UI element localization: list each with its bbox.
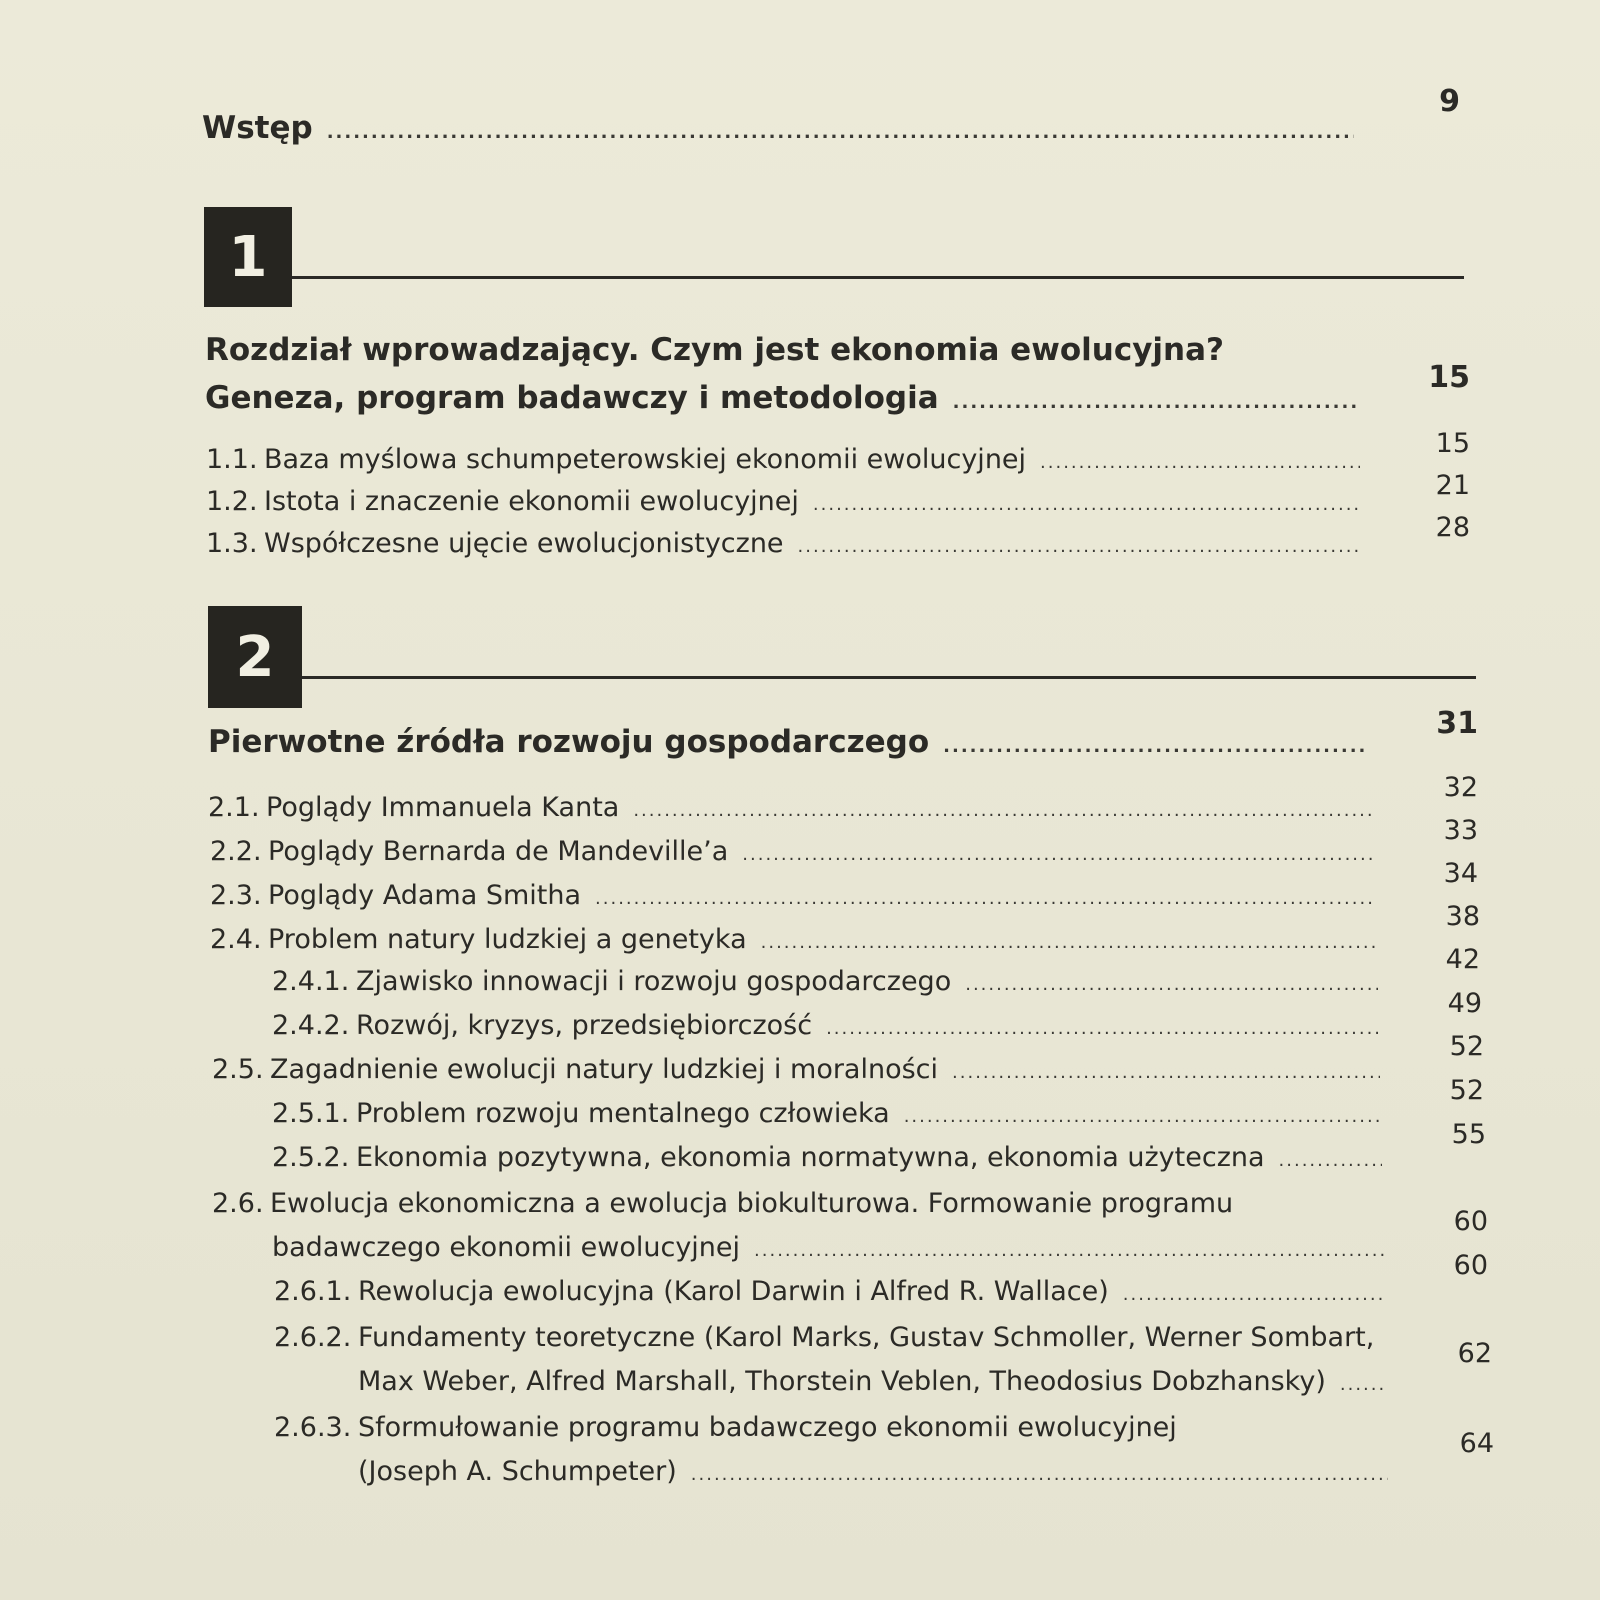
toc-row-2-3: 2.3. Poglądy Adama Smitha ..... [210, 880, 1380, 911]
toc-row-2-6-3-line1: 2.6.3. Sformułowanie programu badawczego ekonomii ewolucyjnej [274, 1412, 1177, 1443]
toc-row-2-5-2: 2.5.2. Ekonomia pozytywna, ekonomia normatywna, ekonomia użyteczna ..... [272, 1142, 1388, 1173]
intro-page: 9 [1439, 84, 1460, 119]
chapter-1-number-box: 1 [204, 207, 292, 307]
chapter-1-title-line2: Geneza, program badawczy i metodologia ..... [205, 380, 1365, 416]
toc-page-2-3: 34 [1443, 858, 1478, 889]
toc-row-2-6-line2: badawczego ekonomii ewolucyjnej ..... [272, 1232, 1390, 1263]
toc-row-2-6-1: 2.6.1. Rewolucja ewolucyjna (Karol Darwin i Alfred R. Wallace) ..... [274, 1276, 1390, 1307]
intro-title: Wstęp [202, 110, 313, 146]
toc-page-2-6-3: 64 [1459, 1428, 1494, 1459]
toc-row-2-6-2-line1: 2.6.2. Fundamenty teoretyczne (Karol Marks, Gustav Schmoller, Werner Sombart, [274, 1322, 1375, 1353]
toc-page-2-4-1: 42 [1445, 944, 1480, 975]
toc-row-1-2: 1.2. Istota i znaczenie ekonomii ewolucyjnej ..... [206, 486, 1366, 517]
toc-row-2-6-2-line2: Max Weber, Alfred Marshall, Thorstein Veblen, Theodosius Dobzhansky) ..... [358, 1366, 1392, 1397]
toc-page-1-3: 28 [1435, 512, 1470, 543]
chapter-1-title-line1: Rozdział wprowadzający. Czym jest ekonomia ewolucyjna? [205, 332, 1225, 368]
toc-page-2-6-1: 60 [1453, 1250, 1488, 1281]
chapter-1-page: 15 [1428, 360, 1470, 395]
toc-page-2-6: 60 [1453, 1206, 1488, 1237]
leader-dots [327, 122, 1354, 143]
toc-row-2-1: 2.1. Poglądy Immanuela Kanta ..... [208, 792, 1378, 823]
toc-page-2-5-1: 52 [1449, 1075, 1484, 1106]
toc-row-2-5-1: 2.5.1. Problem rozwoju mentalnego człowieka ..... [272, 1098, 1386, 1129]
toc-row-2-4-2: 2.4.2. Rozwój, kryzys, przedsiębiorczość ..... [272, 1010, 1384, 1041]
toc-row-2-6-3-line2: (Joseph A. Schumpeter) ..... [358, 1456, 1394, 1487]
toc-page-1-1: 15 [1435, 428, 1470, 459]
toc-row-2-6-line1: 2.6. Ewolucja ekonomiczna a ewolucja biokulturowa. Formowanie programu [212, 1188, 1234, 1219]
leader-dots [953, 392, 1359, 413]
chapter-2-title: Pierwotne źródła rozwoju gospodarczego ..... [208, 724, 1374, 760]
chapter-2-number-box: 2 [208, 606, 302, 708]
toc-entry-intro [202, 110, 1360, 146]
chapter-1-rule [292, 276, 1464, 279]
toc-page-2-6-2: 62 [1457, 1338, 1492, 1369]
toc-page-1-2: 21 [1435, 470, 1470, 501]
toc-page-2-5: 52 [1449, 1031, 1484, 1062]
toc-page-2-2: 33 [1443, 815, 1478, 846]
toc-row-1-1: 1.1. Baza myślowa schumpeterowskiej ekonomii ewolucyjnej ..... [206, 444, 1366, 475]
leader-dots [943, 736, 1368, 757]
toc-page-2-5-2: 55 [1451, 1119, 1486, 1150]
chapter-2-page: 31 [1436, 706, 1478, 741]
toc-page-2-4-2: 49 [1447, 988, 1482, 1019]
toc-row-2-5: 2.5. Zagadnienie ewolucji natury ludzkiej i moralności ..... [212, 1054, 1386, 1085]
chapter-2-rule [302, 676, 1476, 679]
toc-row-2-4: 2.4. Problem natury ludzkiej a genetyka ..... [210, 924, 1382, 955]
toc-row-2-4-1: 2.4.1. Zjawisko innowacji i rozwoju gospodarczego ..... [272, 966, 1384, 997]
toc-row-1-3: 1.3. Współczesne ujęcie ewolucjonistyczne ..... [206, 528, 1366, 559]
toc-page-2-1: 32 [1443, 772, 1478, 803]
toc-row-2-2: 2.2. Poglądy Bernarda de Mandeville’a ..... [210, 836, 1380, 867]
toc-page-2-4: 38 [1445, 901, 1480, 932]
